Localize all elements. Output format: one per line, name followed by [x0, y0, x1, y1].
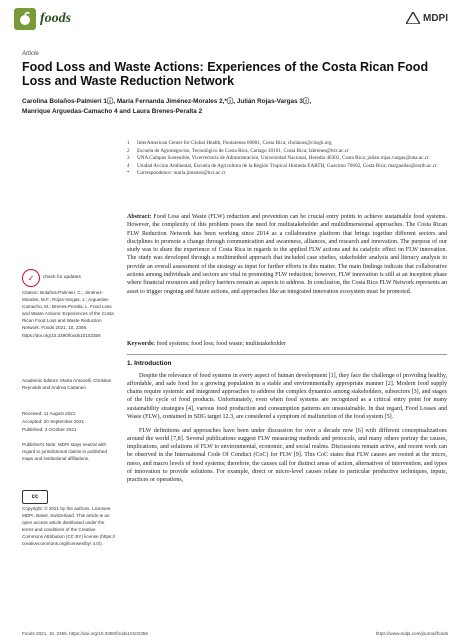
journal-name: foods	[40, 11, 72, 26]
journal-logo	[14, 8, 71, 30]
affiliation-item: 1 InterAmerican Center for Global Health, Puntarenas 60801, Costa Rica; cbolanos@ciisgh.org	[127, 140, 332, 146]
section-heading: 1. Introduction	[127, 360, 172, 367]
footer-citation: Foods 2021, 10, 2356. https://doi.org/10.3390/foods10102356	[22, 631, 148, 636]
body-text	[127, 372, 447, 490]
check-updates-label: check for updates	[43, 275, 81, 281]
author-line: Manrique Arguedas-Camacho 4 and Laura Brenes-Peralta 2	[22, 108, 203, 115]
cc-license-icon[interactable]: cc	[22, 490, 48, 504]
author-line: Carolina Bolaños-Palmieri 1ⓘ, María Fernanda Jiménez-Morales 2,*ⓘ, Julián Rojas-Vargas 3ⓘ,	[22, 98, 312, 105]
check-for-updates-button[interactable]	[22, 269, 81, 287]
citation-block: Citation: Bolaños-Palmieri, C.; Jiménez-Morales, M.F.; Rojas-Vargas, J.; Arguedas-Camacho, M.; Brenes-Peralta, L. Food Loss and Waste Actions: Experiences of the Costa Rican Food Loss and Waste Reduction Network. Foods 2021, 10, 2356. https://doi.org/10.3390/foods10102356	[22, 290, 114, 338]
abstract-text: Food Loss and Waste (FLW) reduction and prevention can be crucial entry points to achieve sustainable food systems. However, the complexity of this problem poses the need for multistakeholder and multidimensional approaches. The Costa Rican FLW Reduction Network has been working since 2014 as a collaborative platform that brings together different sectors and disciplines to promote a change through communication and awareness, alliances, and research and innovation. The purpose of our study was to share the experience of Costa Rica in regards to the applied FLW actions and its catalytic effect on FLW innovation. The study was developed through a multimethod approach that included case studies, stakeholder analysis and literacy analysis to provide an overall assessment of the strategy as input for further efforts in this matter. The main findings indicate that collaborative actions among individuals and sectors are vital in promoting FLW reduction; however, FLW innovation is still at an inception phase where financial resources and policy barriers remain as aspects to address. In conclusion, the Costa Rica FLW Network represents an asset to trigger ongoing and future actions, and approaches like an integrated innovation ecosystem must be promoted.	[127, 214, 448, 295]
keywords	[127, 340, 447, 348]
article-type: Article	[22, 51, 39, 57]
abstract	[127, 213, 447, 296]
academic-editors: Academic Editors: Marta Antonelli, Christian Reynolds and Andrea Cattaneo	[22, 378, 112, 391]
mdpi-icon	[406, 12, 420, 24]
affiliations	[127, 140, 452, 178]
check-updates-icon: ✓	[22, 269, 40, 287]
accepted-date: Accepted: 20 September 2021	[22, 419, 85, 424]
paragraph: FLW definitions and approaches have been under discussion for over a decade now [6] with different conceptualizations around the world [7,8]. Several publications suggest FLW measuring methods and protocols, and many others portray the causes, implications, and solutions of FLW to environmental, economic, and social realms. Discussions remain active, and recent work can be observed in the International Code Of Conduct (CoC) for FLW [9]. This CoC states that FLW causes are rooted at the micro, meso, and macro levels of food systems; therefore, the causes call for distinct areas of action, alternatives of intervention, and types of innovation to provide solutions. For example, direct or micro-level causes relate to particular productive techniques, inputs, practices or operations,	[127, 427, 447, 483]
paper-title: Food Loss and Waste Actions: Experiences of the Costa Rican Food Loss and Waste Reduction Network	[22, 60, 429, 88]
publisher-note: Publisher's Note: MDPI stays neutral with regard to jurisdictional claims in published maps and institutional affiliations.	[22, 442, 108, 462]
published-date: Published: 3 October 2021	[22, 427, 77, 432]
footer-journal-link[interactable]: https://www.mdpi.com/journal/foods	[375, 631, 448, 636]
affiliation-item: 2 Escuela de Agronegocios, Tecnológico de Costa Rica, Cartago 30101, Costa Rica; labrenes@itcr.ac.cr	[127, 147, 349, 154]
publisher-logo	[406, 12, 448, 24]
affiliation-item: 4 Unidad Acción Ambiental, Escuela de Agricultura de la Región Tropical Húmeda EARTH, Guácimo 70602, Costa Rica; marguedas@earth.ac.cr	[127, 162, 437, 169]
publisher-name: MDPI	[423, 12, 448, 24]
abstract-label: Abstract:	[127, 214, 152, 220]
copyright-notice: Copyright: © 2021 by the authors. Licensee MDPI, Basel, Switzerland. This article is an open access article distributed under the terms and conditions of the Creative Commons Attribution (CC BY) license (https:// creativecommons.org/licenses/by/ 4.0/).	[22, 506, 116, 547]
paragraph: Despite the relevance of food systems in every aspect of human development [1], they face the challenge of providing healthy, affordable, and safe food for a growing population in a stable and environmentally appropriate manner [2]. Modern food supply chains require systemic and integrated approaches to address the complex dynamics among stakeholders, subsectors [3], and stages of the life cycle of food products. Unfortunately, even when food systems are recognized as a critical entry point for many sustainability strategies [4], various food production and consumption patterns are unsustainable. In that regard, Food Losses and Waste (FLW), contained in SDG target 12.3, are considered a symptom of malfunction of the food system [5].	[127, 373, 447, 420]
keywords-text: food systems; food loss; food waste; multistakeholder	[156, 341, 286, 347]
keywords-label: Keywords:	[127, 341, 155, 347]
received-date: Received: 11 August 2021	[22, 411, 76, 416]
divider	[127, 354, 447, 355]
affiliation-item: * Correspondence: maria.jimenez@itcr.ac.cr	[127, 170, 226, 177]
journal-logo-icon	[14, 8, 36, 30]
author-list	[22, 97, 442, 117]
affiliation-item: 3 UNA Campus Sostenible, Vicerrectoría de Administración, Universidad Nacional, Heredia 40302, Costa Rica; julian.rojas.vargas@una.ac.cr	[127, 155, 429, 162]
